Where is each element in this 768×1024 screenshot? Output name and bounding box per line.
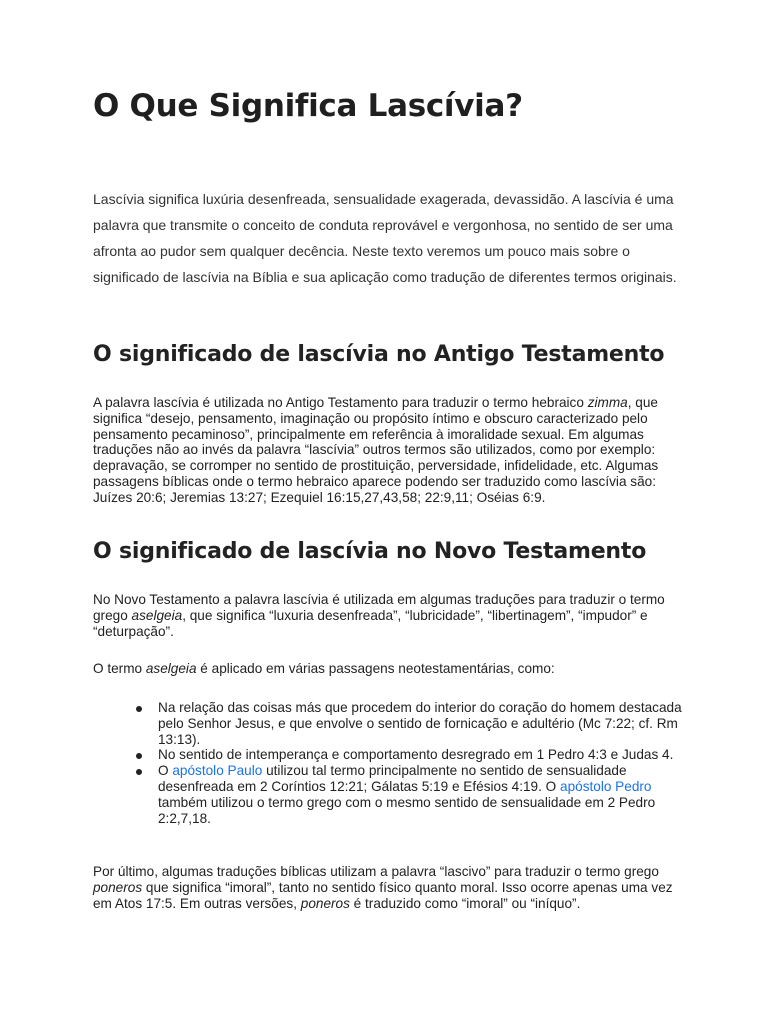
nt-text-part: , que significa “luxuria desenfreada”, “lubricidade”, “libertinagem”, “impudor” e “deturpação”. xyxy=(93,607,648,639)
passages-list xyxy=(130,700,685,826)
new-testament-heading: O significado de lascívia no Novo Testamento xyxy=(93,539,647,564)
list-item xyxy=(130,700,685,747)
intro-paragraph: Lascívia significa luxúria desenfreada, sensualidade exagerada, devassidão. A lascívia é uma palavra que transmite o conceito de conduta reprovável e vergonhosa, no sentido de ser uma afronta ao pudor sem qualquer decência. Neste texto veremos um pouco mais sobre o significado de lascívia na Bíblia e sua aplicação como tradução de diferentes termos originais. xyxy=(93,191,677,285)
list-item-text: Na relação das coisas más que procedem do interior do coração do homem destacada pelo Senhor Jesus, e que envolve o sentido de fornicação e adultério (Mc 7:22; cf. Rm 13:13). xyxy=(158,700,682,747)
nt-text-part: é aplicado em várias passagens neotestamentárias, como: xyxy=(196,661,555,676)
ot-hebrew-term: zimma xyxy=(587,395,628,410)
list-item xyxy=(130,747,685,763)
ot-text-part: A palavra lascívia é utilizada no Antigo Testamento para traduzir o termo hebraico xyxy=(93,395,588,410)
greek-term: poneros xyxy=(93,879,143,895)
closing-text-part: é traduzido como “imoral” ou “iníquo”. xyxy=(349,895,581,911)
nt-text-part: No Novo Testamento a palavra lascívia é utilizada em algumas traduções para traduzir o termo grego xyxy=(93,592,665,623)
bullet-icon xyxy=(136,706,142,712)
closing-paragraph xyxy=(93,864,683,911)
bullet-icon xyxy=(136,769,142,775)
list-item-text: utilizou tal termo principalmente no sentido de sensualidade desenfreada em 2 Coríntios 12:21; Gálatas 5:19 e Efésios 4:19. O xyxy=(158,763,627,794)
page-title: O Que Significa Lascívia? xyxy=(93,88,523,124)
list-item-text: também utilizou o termo grego com o mesmo sentido de sensualidade em 2 Pedro 2:2,7,18. xyxy=(158,794,656,826)
greek-term: poneros xyxy=(300,895,350,911)
nt-greek-term: aselgeia xyxy=(131,607,183,623)
list-item-text: No sentido de intemperança e comportamento desregrado em 1 Pedro 4:3 e Judas 4. xyxy=(158,747,674,763)
old-testament-paragraph xyxy=(93,395,683,506)
apostolo-paulo-link[interactable]: apóstolo Paulo xyxy=(172,763,263,779)
old-testament-heading: O significado de lascívia no Antigo Testamento xyxy=(93,342,665,367)
new-testament-paragraph-2 xyxy=(93,661,683,677)
closing-text-part: Por último, algumas traduções bíblicas utilizam a palavra “lascivo” para traduzir o termo grego xyxy=(93,864,659,879)
closing-text-part: que significa “imoral”, tanto no sentido físico quanto moral. Isso ocorre apenas uma vez em Atos 17:5. Em outras versões, xyxy=(93,879,673,911)
nt-greek-term: aselgeia xyxy=(145,661,197,676)
bullet-icon xyxy=(136,753,142,759)
new-testament-paragraph-1 xyxy=(93,592,683,639)
list-item xyxy=(130,763,685,826)
apostolo-pedro-link[interactable]: apóstolo Pedro xyxy=(560,778,652,794)
list-item-text: O xyxy=(158,763,173,779)
ot-text-part: , que significa “desejo, pensamento, imaginação ou propósito íntimo e obscuro caracterizado pelo pensamento pecaminoso”, principalmente em referência à imoralidade sexual. Em algumas traduções não ao invés da palavra “lascívia” outros termos são utilizados, como por exemplo: depravação, se corromper no sentido de prostituição, perversidade, infidelidade, etc. Algumas passagens bíblicas onde o termo hebraico aparece podendo ser traduzido como lascívia são: Juízes 20:6; Jeremias 13:27; Ezequiel 16:15,27,43,58; 22:9,11; Oséias 6:9. xyxy=(93,395,659,505)
nt-text-part: O termo xyxy=(93,661,146,676)
